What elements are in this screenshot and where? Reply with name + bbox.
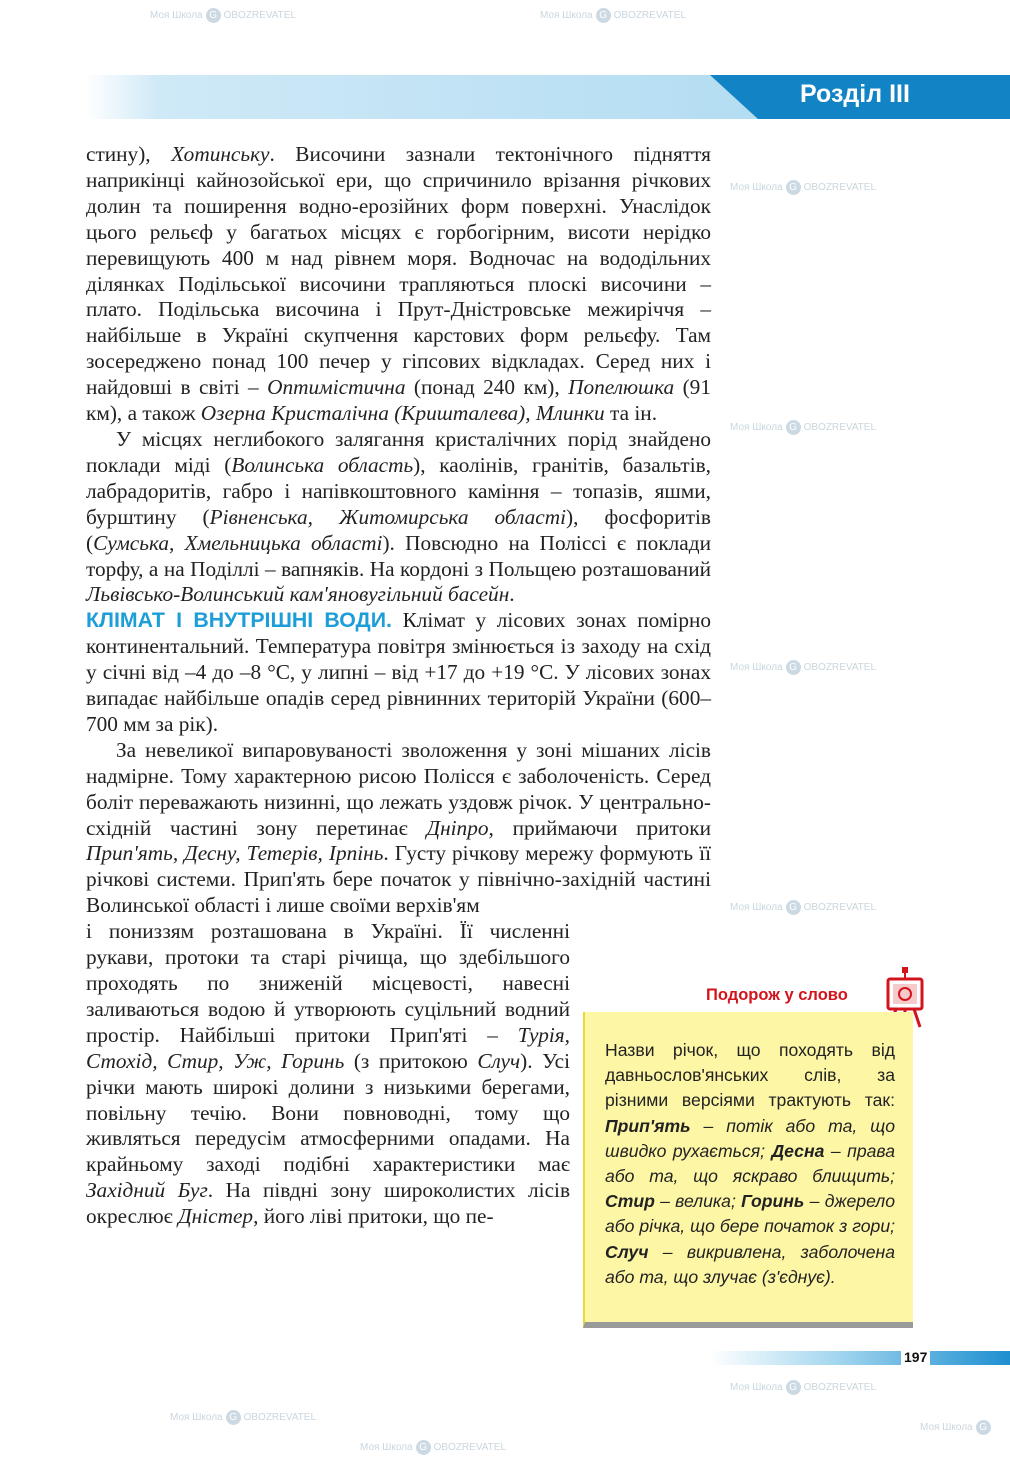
watermark: Моя Школа G <box>920 1420 994 1435</box>
watermark: Моя Школа G OBOZREVATEL <box>150 10 297 22</box>
watermark: Моя Школа G OBOZREVATEL <box>730 1382 877 1394</box>
watermark: Моя Школа G OBOZREVATEL <box>730 902 877 914</box>
paragraph: КЛІМАТ І ВНУТРІШНІ ВОДИ. Клімат у лісових зонах помірно континентальний. Температура повітря змінюється із заходу на схід у січні від –4 до –8 °С, у липні – від +17 до +19 °С. У лісових зонах випадає найбільше опадів серед рівнинних територій України (600–700 мм за рік). <box>86 608 712 736</box>
watermark: Моя Школа G OBOZREVATEL <box>730 422 877 434</box>
sidebar-text: Назви річок, що походять від давньослов'янських слів, за різними версіями трактують так: Прип'ять – потік або та, що швидко рухається; Десна – права або та, що яскраво блищить; Стир – велика; Горинь – джерело або річка, що бере початок з гори; Случ – викривлена, заболочена або та, що злучає (з'єднує). <box>605 1040 895 1287</box>
watermark: Моя Школа G OBOZREVATEL <box>170 1412 317 1424</box>
section-title: Розділ III <box>800 80 910 108</box>
section-heading: КЛІМАТ І ВНУТРІШНІ ВОДИ. <box>86 608 392 633</box>
paragraph: і пониззям розташована в Україні. Її численні рукави, протоки та старі річища, що здебільшого проходять по зниженій місцевості, навесні заливаються водою й утворюють суцільний водний простір. Найбільші притоки Прип'яті – Турія, Стохід, Стир, Уж, Горинь (з притокою Случ). Усі річки мають широкі долини з низькими берегами, повільну течію. Вони повноводні, тому що живляться передусім атмосферними опадами. На крайньому заході подібні характеристики має Західний Буг. На півдні зону широколистих лісів окреслює Дністер, його ліві притоки, що пе- <box>86 919 570 1229</box>
sidebar-title: Подорож у слово <box>706 986 848 1004</box>
watermark: Моя Школа G OBOZREVATEL <box>540 10 687 22</box>
watermark: Моя Школа G OBOZREVATEL <box>730 662 877 674</box>
paragraph: стину), Хотинську. Височини зазнали тектонічного підняття наприкінці кайнозойської ери, що спричинило врізання річкових долин та поширення водно-ерозійних форм поверхні. Унаслідок цього рельєф у багатьох місцях є горбогірним, висоти нерідко перевищують 400 м над рівнем моря. Водночас на вододільних ділянках Подільської височини трапляються плоскі височини – плато. Подільська височина і Прут-Дністровське межиріччя – найбільше в Україні скупчення карстових форм рельєфу. Там зосереджено понад 100 печер у гіпсових відкладах. Серед них і найдовші в світі – Оптимістична (понад 240 км), Попелюшка (91 км), а також Озерна Кристалічна (Кришталева), Млинки та ін. <box>86 142 711 426</box>
paragraph: У місцях неглибокого залягання кристалічних порід знайдено поклади міді (Волинська область), каолінів, гранітів, базальтів, лабрадоритів, габро і напівкоштовного каміння – топазів, яшми, бурштину (Рівненська, Житомирська області), фосфоритів (Сумська, Хмельницька області). Повсюдно на Поліссі є поклади торфу, а на Поділлі – вапняків. На кордоні з Польщею розташований Львівсько-Волинський кам'яновугільний басейн. <box>86 426 711 607</box>
watermark: Моя Школа G OBOZREVATEL <box>360 1442 507 1454</box>
sidebar-box <box>583 1012 913 1328</box>
paragraph: За невеликої випаровуваності зволоження у зоні мішаних лісів надмірне. Тому характерною рисою Полісся є заболоченість. Серед боліт переважають низинні, що лежать уздовж річок. У центрально-східній частині зону перетинає Дніпро, приймаючи притоки Прип'ять, Десну, Тетерів, Ірпінь. Густу річкову мережу формують її річкові системи. Прип'ять бере початок у північно-західній частині Волинської області і лише своїми верхів'ям <box>86 737 711 918</box>
watermark: Моя Школа G OBOZREVATEL <box>730 182 877 194</box>
page-number: 197 <box>901 1349 930 1365</box>
footer-bar <box>710 1351 1010 1365</box>
